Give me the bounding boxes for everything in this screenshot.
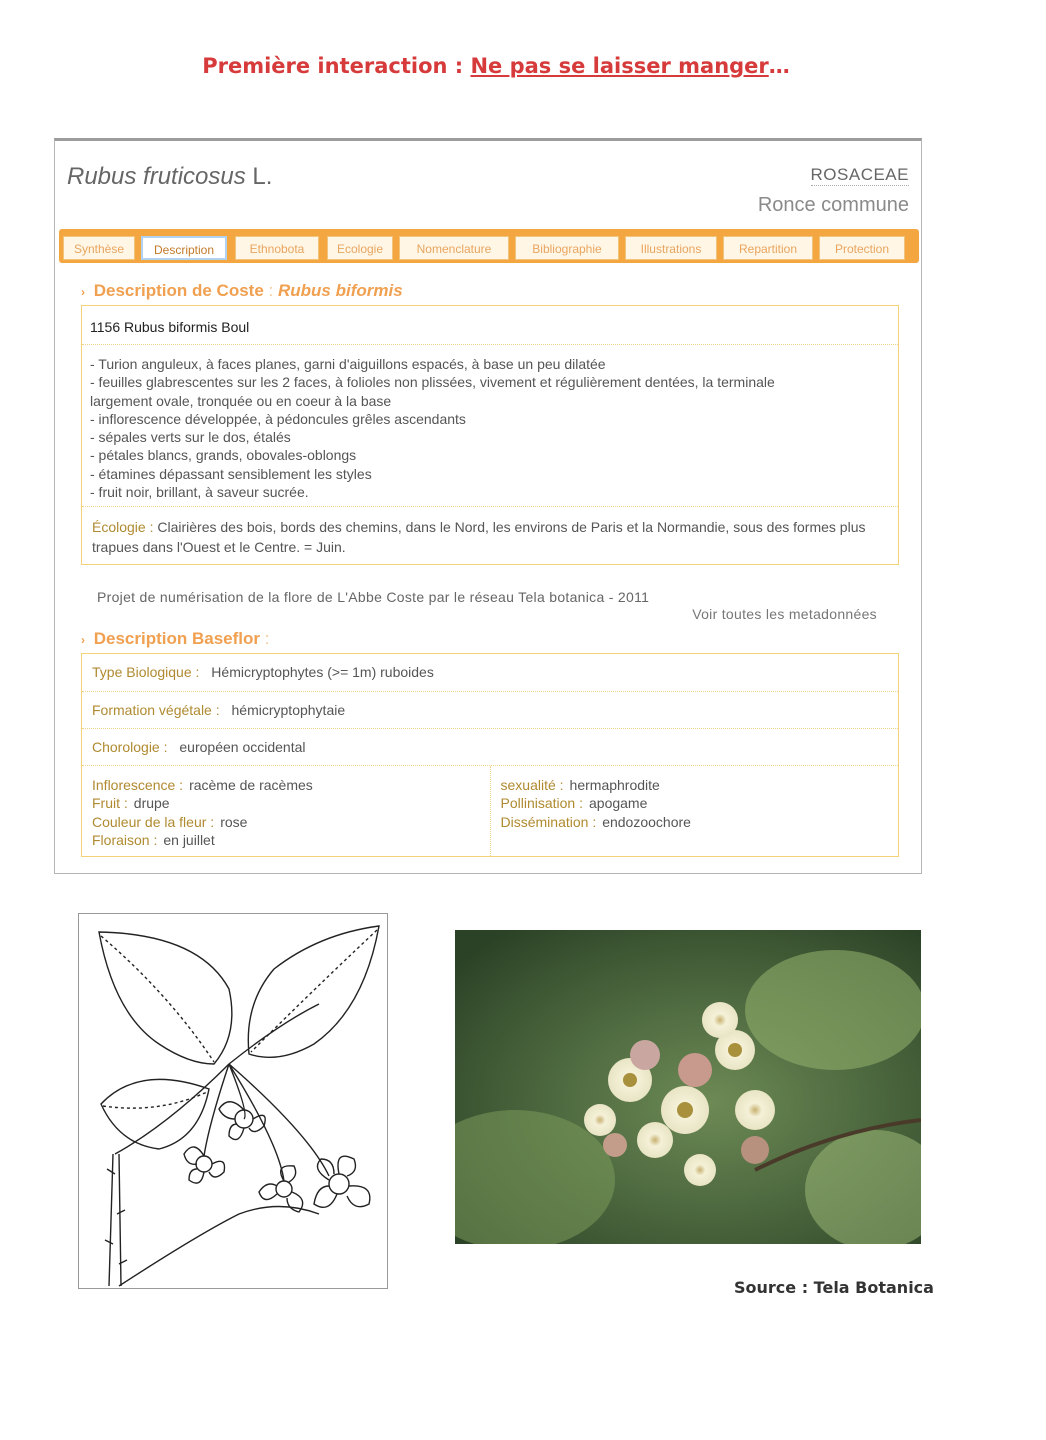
detail-label: Fruit :	[92, 795, 128, 812]
type-biologique-value: Hémicryptophytes (>= 1m) ruboides	[211, 664, 434, 680]
heading-suffix: …	[768, 54, 790, 78]
baseflor-title: Description Baseflor	[93, 629, 260, 648]
flower-photo	[455, 930, 921, 1244]
tab-protection[interactable]: Protection	[819, 236, 905, 260]
formation-label: Formation végétale :	[92, 702, 220, 718]
detail-item	[501, 794, 889, 812]
source-caption: Source : Tela Botanica	[734, 1278, 934, 1297]
detail-value: endozoochore	[602, 813, 691, 830]
trait-line: - étamines dépassant sensiblement les styles	[90, 465, 372, 482]
formation-value: hémicryptophytaie	[231, 702, 346, 718]
detail-item	[501, 776, 889, 794]
botanical-drawing	[78, 913, 388, 1289]
baseflor-section-title	[81, 629, 269, 649]
detail-item	[92, 776, 480, 794]
tab-illustrations[interactable]: Illustrations	[625, 236, 717, 260]
tab-description[interactable]: Description	[141, 236, 227, 260]
detail-value: en juillet	[163, 831, 215, 848]
tab-synthese[interactable]: Synthèse	[63, 236, 135, 260]
heading-underlined: Ne pas se laisser manger	[470, 54, 769, 78]
tab-ecologie[interactable]: Ecologie	[327, 236, 393, 260]
page-heading	[0, 54, 992, 78]
chevron-right-icon: ›	[81, 285, 85, 299]
ecologie-text: Clairières des bois, bords des chemins, dans le Nord, les environs de Paris et la Normandie, sous des formes plus trapues dans l'Ouest et le Centre. = Juin.	[92, 519, 866, 555]
coste-traits	[82, 344, 898, 506]
trait-line: largement ovale, tronquée ou en coeur à la base	[90, 392, 392, 409]
coste-heading: 1156 Rubus biformis Boul	[90, 319, 250, 335]
chorologie-row	[82, 728, 898, 765]
baseflor-details	[82, 765, 898, 856]
species-author: L.	[252, 163, 273, 190]
detail-label: sexualité :	[500, 777, 564, 793]
heading-prefix: Première interaction :	[202, 54, 471, 78]
detail-label: Dissémination :	[500, 813, 597, 830]
trait-line: - feuilles glabrescentes sur les 2 faces, à folioles non plissées, vivement et régulièrement dentées, la terminale	[90, 374, 775, 391]
coste-section-title	[81, 281, 403, 301]
detail-label: Inflorescence :	[92, 777, 184, 793]
formation-row	[82, 691, 898, 728]
detail-item	[501, 813, 889, 831]
project-note: Projet de numérisation de la flore de L'Abbe Coste par le réseau Tela botanica - 2011	[97, 589, 650, 605]
detail-value: drupe	[133, 795, 170, 812]
tab-bibliographie[interactable]: Bibliographie	[515, 236, 619, 260]
trait-line: - sépales verts sur le dos, étalés	[90, 429, 291, 446]
coste-ecologie	[82, 506, 898, 564]
species-title	[67, 163, 272, 191]
detail-label: Pollinisation :	[500, 795, 583, 812]
type-biologique-row	[82, 654, 898, 691]
tab-bar	[59, 229, 919, 263]
chorologie-label: Chorologie :	[92, 739, 168, 755]
family-link[interactable]: ROSACEAE	[810, 165, 909, 184]
trait-line: - pétales blancs, grands, obovales-oblongs	[90, 447, 357, 464]
detail-value: hermaphrodite	[569, 777, 660, 793]
tab-ethnobota[interactable]: Ethnobota	[235, 236, 319, 260]
baseflor-left-column	[82, 766, 491, 856]
chorologie-value: européen occidental	[179, 739, 306, 755]
tab-repartition[interactable]: Repartition	[723, 236, 813, 260]
coste-box	[81, 305, 899, 565]
separator-colon: :	[264, 629, 270, 648]
metadata-link[interactable]: Voir toutes les metadonnées	[692, 606, 877, 622]
baseflor-right-column	[491, 766, 899, 856]
detail-value: apogame	[589, 795, 648, 812]
trait-line: - inflorescence développée, à pédoncules grêles ascendants	[90, 410, 466, 427]
trait-line: - fruit noir, brillant, à saveur sucrée.	[90, 484, 309, 501]
ecologie-label: Écologie :	[92, 519, 154, 535]
detail-label: Couleur de la fleur :	[92, 813, 215, 830]
type-biologique-label: Type Biologique :	[92, 664, 200, 680]
tab-nomenclature[interactable]: Nomenclature	[399, 236, 509, 260]
baseflor-box	[81, 653, 899, 857]
common-name: Ronce commune	[757, 194, 909, 216]
coste-title: Description de Coste	[93, 281, 264, 300]
detail-item	[92, 813, 480, 831]
chevron-right-icon: ›	[81, 633, 85, 647]
detail-value: rose	[220, 813, 248, 830]
species-card	[54, 138, 922, 874]
detail-item	[92, 831, 480, 849]
separator-colon: :	[268, 281, 274, 300]
trait-line: - Turion anguleux, à faces planes, garni d'aiguillons espacés, à base un peu dilatée	[90, 356, 606, 372]
coste-taxon: Rubus biformis	[277, 281, 403, 300]
species-name: Rubus fruticosus	[67, 163, 246, 190]
detail-label: Floraison :	[92, 831, 158, 848]
detail-value: racème de racèmes	[189, 777, 313, 793]
detail-item	[92, 794, 480, 812]
